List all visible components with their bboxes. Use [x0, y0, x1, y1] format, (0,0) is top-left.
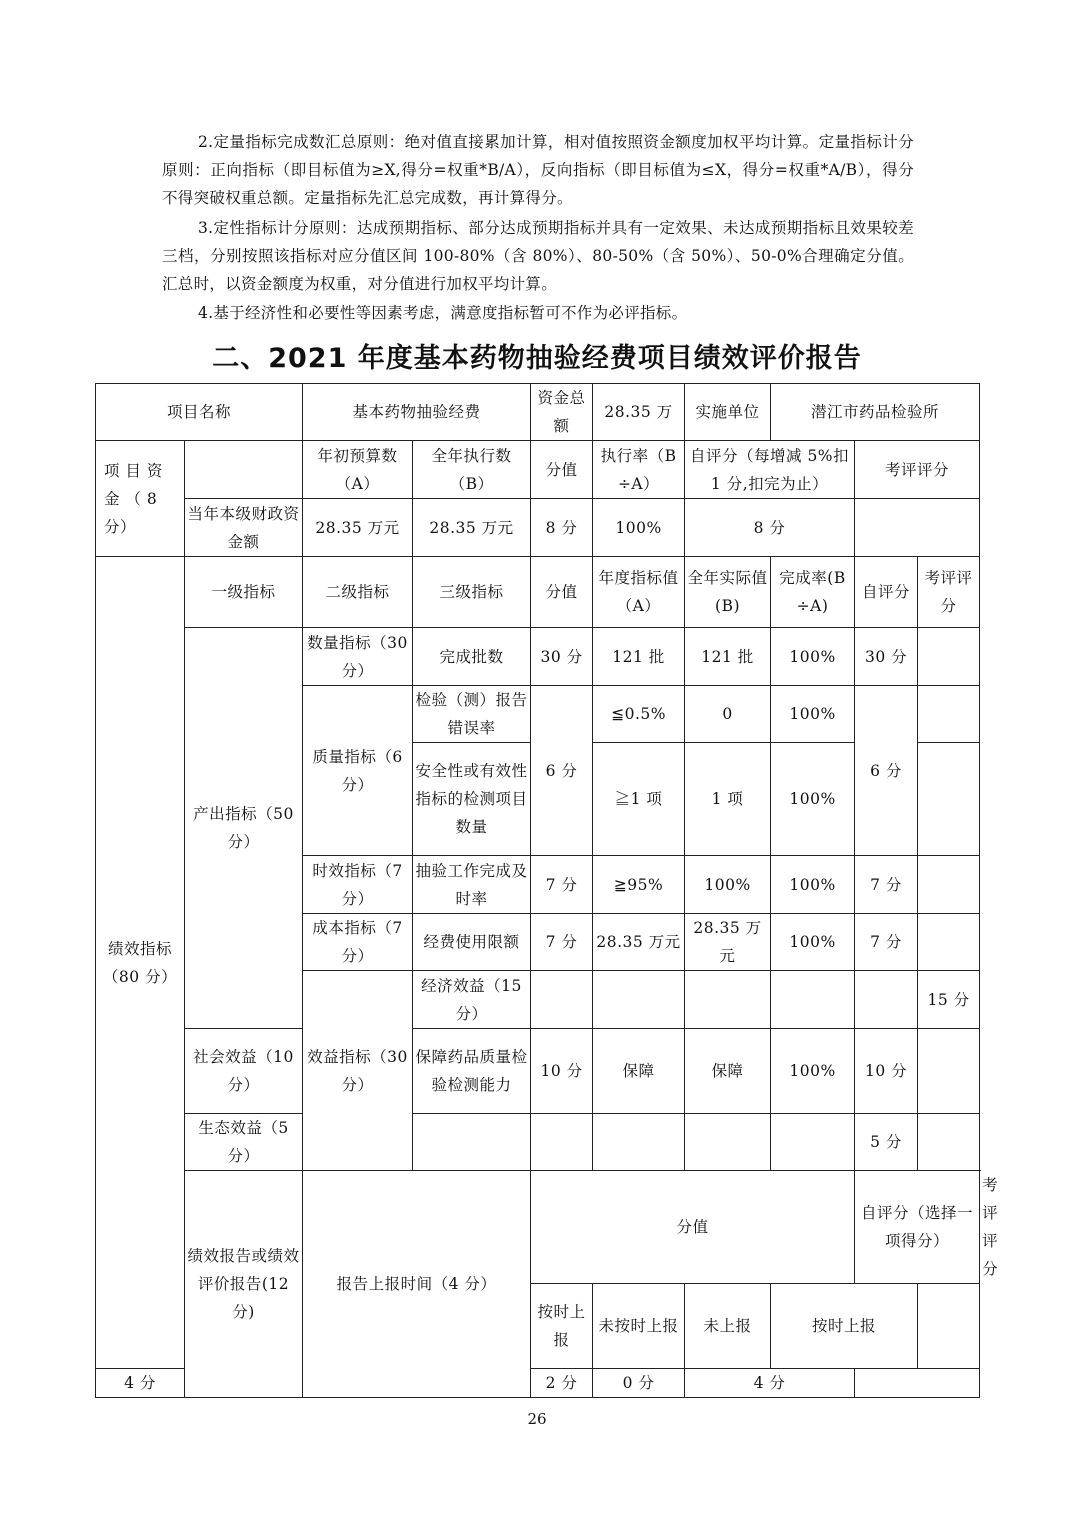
table-cell: 100%	[771, 914, 855, 971]
table-cell: 0	[685, 686, 771, 743]
table-cell: 30 分	[531, 628, 593, 686]
table-cell: 分值	[531, 1171, 855, 1284]
table-cell: 7 分	[855, 914, 918, 971]
table-cell: 绩效报告或绩效评价报告(12 分)	[185, 1171, 303, 1398]
table-cell: 抽验工作完成及时率	[413, 856, 531, 914]
table-cell: 项 目 资 金 （ 8 分）	[96, 441, 185, 557]
table-cell: 30 分	[855, 628, 918, 686]
table-cell: 8 分	[531, 499, 593, 557]
table-cell: ≧1 项	[593, 743, 685, 856]
table-cell: 当年本级财政资金额	[185, 499, 303, 557]
table-cell: 经费使用限额	[413, 914, 531, 971]
table-cell: 100%	[685, 856, 771, 914]
table-cell	[918, 856, 980, 914]
table-cell	[855, 499, 980, 557]
table-cell	[918, 743, 980, 856]
table-cell: 100%	[593, 499, 685, 557]
table-cell: 未上报	[685, 1284, 771, 1369]
table-cell: 自评分（每增减 5%扣 1 分,扣完为止）	[685, 441, 855, 499]
table-cell	[918, 1284, 980, 1369]
table-cell: 全年实际值(B)	[685, 557, 771, 628]
table-cell: 4 分	[685, 1369, 855, 1398]
table-cell: 绩效指标（80 分）	[96, 557, 185, 1369]
table-cell: 时效指标（7 分）	[303, 856, 413, 914]
table-cell: 数量指标（30 分）	[303, 628, 413, 686]
table-row: 绩效报告或绩效评价报告(12 分) 报告上报时间（4 分） 分值 自评分（选择一项得分） 考评评分	[96, 1171, 980, 1284]
table-cell	[593, 971, 685, 1029]
table-row	[96, 1114, 980, 1171]
table-cell: 考评评分	[918, 557, 980, 628]
table-cell	[855, 1369, 980, 1398]
table-cell: 未按时上报	[593, 1284, 685, 1369]
table-cell: 二级指标	[303, 557, 413, 628]
table-cell	[771, 971, 855, 1029]
table-cell: 产出指标（50 分）	[185, 628, 303, 1029]
table-cell: 按时上报	[531, 1284, 593, 1369]
table-cell: 按时上报	[771, 1284, 918, 1369]
table-cell: 保障药品质量检验检测能力	[413, 1029, 531, 1114]
table-cell	[855, 971, 918, 1029]
table-row	[96, 628, 980, 686]
table-cell: 效益指标（30 分）	[303, 971, 413, 1171]
table-cell: 2 分	[531, 1369, 593, 1398]
table-cell: 100%	[771, 1029, 855, 1114]
table-cell: 项目名称	[96, 384, 303, 441]
table-cell	[771, 1114, 855, 1171]
table-cell: 7 分	[531, 856, 593, 914]
table-cell: 100%	[771, 743, 855, 856]
table-row	[96, 384, 980, 441]
table-cell: 分值	[531, 557, 593, 628]
table-cell	[685, 1114, 771, 1171]
table-cell: 完成率(B÷A)	[771, 557, 855, 628]
table-cell	[918, 686, 980, 743]
table-cell: 10 分	[855, 1029, 918, 1114]
table-cell: 28.35 万元	[685, 914, 771, 971]
table-cell: 15 分	[918, 971, 980, 1029]
table-cell: ≦0.5%	[593, 686, 685, 743]
paragraph-quant-principle: 2.定量指标完成数汇总原则：绝对值直接累加计算，相对值按照资金额度加权平均计算。定量指标计分原则：正向指标（即目标值为≥X,得分=权重*B/A），反向指标（即目标值为≤X，得分=权重*A/B），得分不得突破权重总额。定量指标先汇总完成数，再计算得分。	[162, 133, 914, 207]
table-cell	[918, 1114, 980, 1171]
table-cell	[413, 1114, 531, 1171]
table-cell: 潜江市药品检验所	[771, 384, 980, 441]
table-cell: 8 分	[685, 499, 855, 557]
table-cell: 报告上报时间（4 分）	[303, 1171, 531, 1398]
table-cell	[918, 914, 980, 971]
table-cell: 年初预算数（A）	[303, 441, 413, 499]
table-row	[96, 557, 980, 628]
table-cell: 年度指标值（A）	[593, 557, 685, 628]
table-cell: 完成批数	[413, 628, 531, 686]
paragraph-satisfaction-note: 4.基于经济性和必要性等因素考虑，满意度指标暂可不作为必评指标。	[198, 304, 688, 322]
table-cell: 6 分	[531, 686, 593, 856]
table-cell	[593, 1114, 685, 1171]
table-cell	[918, 1029, 980, 1114]
table-cell: 1 项	[685, 743, 771, 856]
table-cell: 自评分（选择一项得分）	[855, 1171, 980, 1284]
paragraph-qual-principle: 3.定性指标计分原则：达成预期指标、部分达成预期指标并具有一定效果、未达成预期指标且效果较差三档，分别按照该指标对应分值区间 100-80%（含 80%）、80-50%（含 50%）、50-0%合理确定分值。汇总时，以资金额度为权重，对分值进行加权平均计算。	[162, 219, 914, 293]
table-cell: 28.35 万元	[413, 499, 531, 557]
table-cell: 121 批	[593, 628, 685, 686]
table-cell: 经济效益（15 分）	[413, 971, 531, 1029]
page-number: 26	[527, 1410, 547, 1428]
table-cell: 6 分	[855, 686, 918, 856]
table-cell: 自评分	[855, 557, 918, 628]
table-cell: 分值	[531, 441, 593, 499]
table-cell: 100%	[771, 686, 855, 743]
table-cell: 28.35 万	[593, 384, 685, 441]
table-cell: 7 分	[855, 856, 918, 914]
table-cell: 生态效益（5 分）	[185, 1114, 303, 1171]
table-cell: 5 分	[855, 1114, 918, 1171]
table-cell: 考评评分	[855, 441, 980, 499]
table-cell: 实施单位	[685, 384, 771, 441]
table-cell: 28.35 万元	[593, 914, 685, 971]
table-cell: 7 分	[531, 914, 593, 971]
report-title: 二、2021 年度基本药物抽验经费项目绩效评价报告	[212, 343, 862, 374]
table-cell: 质量指标（6 分）	[303, 686, 413, 856]
table-cell	[918, 628, 980, 686]
table-cell: 100%	[771, 856, 855, 914]
table-cell: 保障	[685, 1029, 771, 1114]
table-cell: 121 批	[685, 628, 771, 686]
table-cell: 安全性或有效性指标的检测项目数量	[413, 743, 531, 856]
table-cell: 10 分	[531, 1029, 593, 1114]
table-cell: 资金总额	[531, 384, 593, 441]
table-cell: 4 分	[96, 1369, 185, 1398]
table-cell: 成本指标（7 分）	[303, 914, 413, 971]
table-cell: 100%	[771, 628, 855, 686]
table-cell	[185, 441, 303, 499]
table-cell	[531, 1114, 593, 1171]
table-cell: 一级指标	[185, 557, 303, 628]
table-cell: 28.35 万元	[303, 499, 413, 557]
table-cell: 基本药物抽验经费	[303, 384, 531, 441]
table-cell: 保障	[593, 1029, 685, 1114]
table-cell: 检验（测）报告错误率	[413, 686, 531, 743]
table-cell: 执行率（B÷A）	[593, 441, 685, 499]
table-row	[96, 441, 980, 499]
table-row	[96, 1029, 980, 1114]
table-cell	[685, 971, 771, 1029]
table-cell: ≧95%	[593, 856, 685, 914]
table-cell: 社会效益（10 分）	[185, 1029, 303, 1114]
table-cell	[531, 971, 593, 1029]
table-cell: 三级指标	[413, 557, 531, 628]
table-cell: 0 分	[593, 1369, 685, 1398]
evaluation-table	[95, 383, 999, 1398]
table-cell: 全年执行数（B）	[413, 441, 531, 499]
table-row	[96, 499, 980, 557]
